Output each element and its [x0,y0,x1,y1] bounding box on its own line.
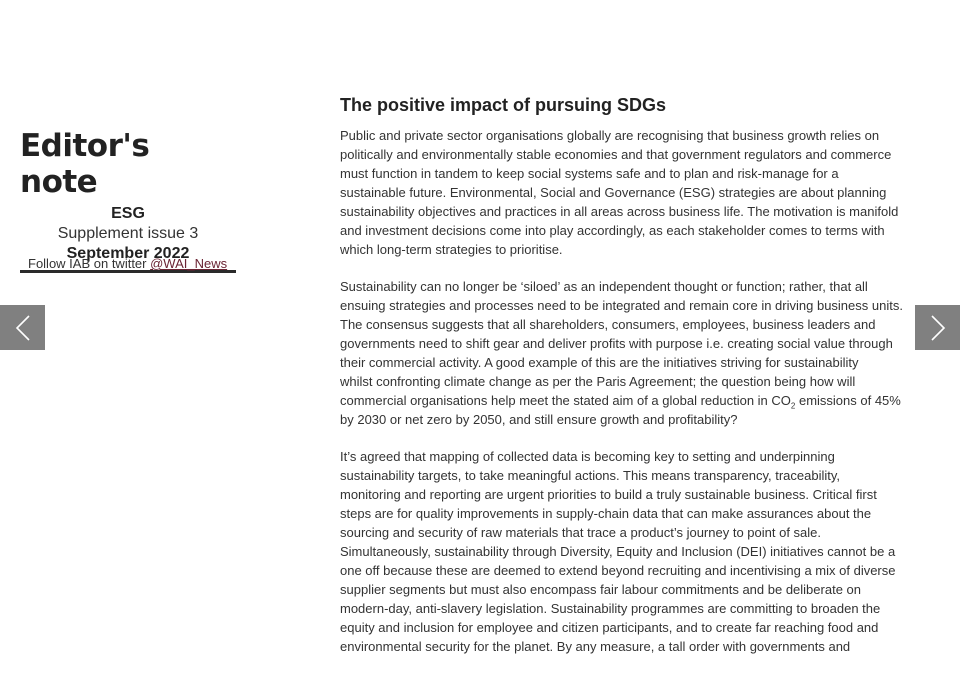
twitter-link[interactable]: @WAI_News [150,256,228,271]
article-body [340,126,910,656]
editor-note-header [20,128,236,273]
text-line: sustainability targets, to take meaningful actions. This means transparency, traceability, [340,468,841,483]
text-line: ensuing strategies and processes need to be integrated and remain core in driving business units. [340,298,903,313]
paragraph [340,126,910,259]
text-line: by 2030 or net zero by 2050, and still ensure growth and profitability? [340,412,738,427]
text-line: and investment decisions come into play accordingly, as each stakeholder comes to terms with [340,223,885,238]
text-line: Sustainability can no longer be ‘siloed’ as an independent thought or function; rather, that all [340,279,868,294]
paragraph [340,277,910,429]
text-line: steps are for quality improvements in supply-chain data that can make assurances about the [340,506,872,521]
text-line: Public and private sector organisations globally are recognising that business growth relies on [340,128,880,143]
text-line: monitoring and reporting are urgent priorities to build a truly sustainable business. Critical first [340,487,877,502]
text-line: which long-term strategies to prioritise. [340,242,563,257]
article-heading: The positive impact of pursuing SDGs [340,95,667,115]
chevron-right-icon [929,314,947,342]
text-line: whilst confronting climate change as per the Paris Agreement; the question being how will [340,374,856,389]
text-line: must function in tandem to keep social systems safe and to plan and risk-manage for a [340,166,839,181]
text-line: It’s agreed that mapping of collected data is becoming key to setting and underpinning [340,449,835,464]
text-line: modern-day, anti-slavery legislation. Sustainability programmes are committing to broaden the [340,601,881,616]
follow-text: Follow IAB on twitter [28,256,151,271]
text-line: one off because these are deemed to extend beyond recruiting and incentivising a mix of diverse [340,563,896,578]
text-line: governments need to shift gear and deliver profits with purpose i.e. creating social value through [340,336,893,351]
text-line: politically and environmentally stable economies and that government regulators and commerce [340,147,892,162]
article [340,94,910,674]
text-line: sustainability objectives and practices in all areas across business life. The motivation is manifold [340,204,899,219]
paragraph [340,447,910,656]
issue-date: September 2022 [66,245,190,262]
twitter-follow [28,256,227,271]
text-line: supplier segments but must also encompass fair labour commitments and be deliberate on [340,582,861,597]
text-line: The consensus suggests that all shareholders, consumers, employees, business leaders and [340,317,876,332]
text-line: their commercial activity. A good example of this are the initiatives striving for sustainability [340,355,859,370]
text-line: environmental security for the planet. By any measure, a tall order with governments and [340,639,851,654]
text-line: commercial organisations help meet the stated aim of a global reduction in $CO_2$ emissions of 45% [340,393,901,411]
next-page-button[interactable] [915,305,960,350]
text-line: sustainable future. Environmental, Social and Governance (ESG) strategies are about planning [340,185,887,200]
category-label: ESG [111,205,145,222]
page-title: Editor's note [20,128,150,200]
text-line: Simultaneously, sustainability through Diversity, Equity and Inclusion (DEI) initiatives cannot be a [340,544,896,559]
text-line: sourcing and security of raw materials that trace a product’s journey to point of sale. [340,525,822,540]
previous-page-button[interactable] [0,305,45,350]
text-line: equity and inclusion for employee and citizen participants, and to create far reaching food and [340,620,879,635]
chevron-left-icon [14,314,32,342]
issue-label: Supplement issue 3 [57,225,199,242]
